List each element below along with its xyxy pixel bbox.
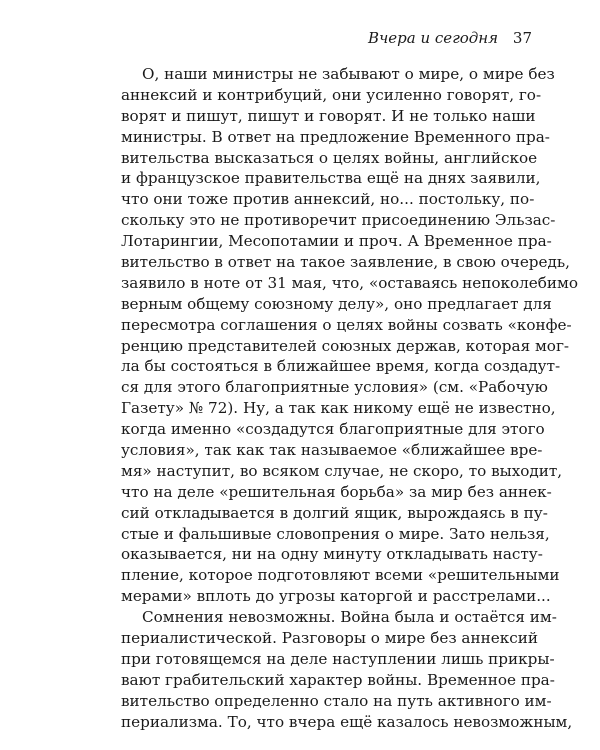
text-line: условия», так как так называемое «ближайшее вре- — [121, 441, 543, 460]
text-line: Лотарингии, Месопотамии и проч. А Временное пра- — [121, 232, 552, 251]
text-line: ла бы состояться в ближайшее время, когда создадут- — [121, 357, 561, 376]
text-line: мерами» вплоть до угрозы каторгой и расстрелами... — [121, 587, 551, 606]
text-line: сий откладывается в долгий ящик, вырождаясь в пу- — [121, 503, 548, 522]
text-line: вительства высказаться о целях войны, английское — [121, 148, 538, 167]
paragraph — [121, 64, 579, 607]
text-line: министры. В ответ на предложение Временного пра- — [121, 127, 550, 146]
running-head-title: Вчера и сегодня — [367, 29, 499, 47]
text-line: оказывается, ни на одну минуту откладывать насту- — [121, 545, 543, 564]
text-line: пление, которое подготовляют всеми «решительными — [121, 566, 560, 585]
running-head — [368, 28, 532, 48]
text-line: Газету» № 72). Ну, а так как никому ещё не известно, — [121, 399, 556, 418]
text-line: ся для этого благоприятные условия» (см. «Рабочую — [121, 378, 548, 397]
paragraph — [121, 607, 573, 732]
page-number: 37 — [512, 29, 532, 47]
text-line: вительство в ответ на такое заявление, в свою очередь, — [121, 253, 570, 272]
text-line: О, наши министры не забывают о мире, о мире без — [142, 65, 555, 83]
text-line: аннексий и контрибуций, они усиленно говорят, го- — [121, 85, 542, 104]
text-line: ренцию представителей союзных держав, которая мог- — [121, 336, 570, 355]
text-line: пересмотра соглашения о целях войны созвать «конфе- — [121, 315, 572, 334]
text-line: скольку это не противоречит присоединению Эльзас- — [121, 211, 556, 230]
text-line: что на деле «решительная борьба» за мир без аннек- — [121, 482, 552, 501]
text-line: стые и фальшивые словопрения о мире. Зато нельзя, — [121, 524, 550, 543]
text-line: ворят и пишут, пишут и говорят. И не только наши — [121, 106, 536, 125]
text-line: и французское правительства ещё на днях заявили, — [121, 169, 541, 188]
body-text — [121, 64, 579, 733]
text-line: вают грабительский характер войны. Временное пра- — [121, 670, 555, 689]
text-line: верным общему союзному делу», оно предлагает для — [121, 294, 552, 313]
text-line: мя» наступит, во всяком случае, не скоро, то выходит, — [121, 461, 563, 480]
text-line: вительство определенно стало на путь активного им- — [121, 691, 552, 710]
text-line: периализма. То, что вчера ещё казалось невозможным, — [121, 712, 573, 731]
text-line: периалистической. Разговоры о мире без аннексий — [121, 629, 538, 648]
text-line: заявило в ноте от 31 мая, что, «оставаясь непоколебимо — [121, 273, 579, 292]
text-line: Сомнения невозможны. Война была и остаётся им- — [142, 608, 557, 627]
text-line: при готовящемся на деле наступлении лишь прикры- — [121, 649, 555, 668]
text-line: что они тоже против аннексий, но... постольку, по- — [121, 190, 535, 209]
text-line: когда именно «создадутся благоприятные для этого — [121, 420, 545, 439]
